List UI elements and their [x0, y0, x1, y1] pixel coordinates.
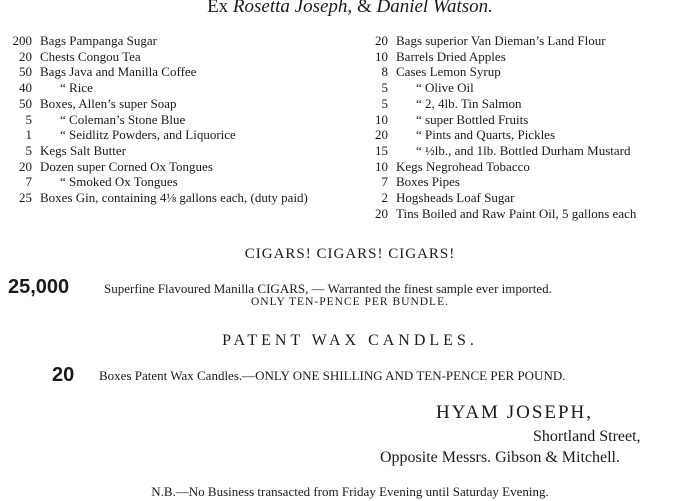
cigars-quantity: 25,000	[8, 276, 70, 298]
item-desc: “ super Bottled Fruits	[416, 111, 529, 127]
list-item	[0, 127, 345, 143]
item-qty: 20	[375, 205, 388, 221]
item-desc: Dozen super Corned Ox Tongues	[40, 158, 213, 174]
item-qty: 5	[25, 111, 32, 127]
header-prefix: Ex	[207, 0, 229, 17]
item-qty: 20	[19, 48, 32, 64]
cigars-heading: CIGARS! CIGARS! CIGARS!	[244, 246, 456, 262]
list-item	[363, 112, 700, 128]
item-qty: 20	[19, 158, 32, 174]
list-item	[0, 112, 345, 128]
item-qty: 8	[381, 64, 388, 80]
merchant-location: Opposite Messrs. Gibson & Mitchell.	[380, 449, 620, 466]
item-desc: Bags Java and Manilla Coffee	[40, 64, 197, 80]
item-desc: Tins Boiled and Raw Paint Oil, 5 gallons each	[396, 205, 637, 221]
list-item	[363, 143, 700, 159]
list-item	[0, 143, 345, 159]
advert-header	[0, 0, 700, 18]
item-qty: 5	[381, 95, 388, 111]
item-desc: “ Smoked Ox Tongues	[60, 174, 178, 190]
item-desc: “ Coleman’s Stone Blue	[60, 111, 186, 127]
item-qty: 20	[375, 33, 388, 48]
list-item	[363, 174, 700, 190]
merchant-street: Shortland Street,	[533, 428, 641, 445]
list-item	[363, 64, 700, 80]
item-desc: Hogsheads Loaf Sugar	[396, 190, 515, 206]
item-qty: 10	[375, 158, 388, 174]
item-desc: Chests Congou Tea	[40, 48, 141, 64]
item-qty: 200	[12, 33, 32, 48]
item-qty: 25	[19, 190, 32, 206]
cigars-price: ONLY TEN-PENCE PER BUNDLE.	[251, 296, 449, 308]
header-conj: &	[356, 0, 372, 17]
item-qty: 50	[19, 64, 32, 80]
list-item	[0, 96, 345, 112]
list-item	[0, 33, 345, 49]
list-item	[0, 80, 345, 96]
header-owner: Daniel Watson.	[376, 0, 493, 17]
item-desc: Cases Lemon Syrup	[396, 64, 501, 80]
item-desc: Boxes, Allen’s super Soap	[40, 95, 177, 111]
candles-heading: PATENT WAX CANDLES.	[222, 332, 478, 349]
list-item	[363, 190, 700, 206]
list-item	[363, 159, 700, 175]
list-item	[363, 33, 700, 49]
right-item-list	[363, 33, 700, 221]
item-qty: 5	[381, 80, 388, 96]
list-item	[0, 174, 345, 190]
merchant-name: HYAM JOSEPH,	[436, 402, 594, 423]
item-desc: Kegs Salt Butter	[40, 142, 126, 158]
item-qty: 50	[19, 95, 32, 111]
item-qty: 5	[25, 142, 32, 158]
item-qty: 10	[375, 48, 388, 64]
list-item	[0, 64, 345, 80]
left-item-list	[0, 33, 345, 206]
item-desc: “ Olive Oil	[416, 80, 474, 96]
item-desc: Boxes Pipes	[396, 174, 460, 190]
item-qty: 7	[25, 174, 32, 190]
item-desc: “ ½lb., and 1lb. Bottled Durham Mustard	[416, 142, 631, 158]
list-item	[363, 127, 700, 143]
item-desc: Bags Pampanga Sugar	[40, 33, 157, 48]
item-desc: “ 2, 4lb. Tin Salmon	[416, 95, 522, 111]
footer-note: N.B.—No Business transacted from Friday Evening until Saturday Evening.	[151, 484, 549, 499]
list-item	[363, 80, 700, 96]
item-desc: “ Rice	[60, 80, 93, 96]
item-desc: “ Seidlitz Powders, and Liquorice	[60, 127, 236, 143]
item-qty: 40	[19, 80, 32, 96]
item-desc: Kegs Negrohead Tobacco	[396, 158, 530, 174]
header-ship: Rosetta Joseph,	[232, 0, 353, 17]
item-qty: 20	[375, 127, 388, 143]
item-qty: 2	[381, 190, 388, 206]
item-qty: 10	[375, 111, 388, 127]
item-qty: 1	[25, 127, 32, 143]
candles-description: Boxes Patent Wax Candles.—ONLY ONE SHILLING AND TEN-PENCE PER POUND.	[99, 368, 566, 383]
item-qty: 15	[375, 142, 388, 158]
item-desc: Barrels Dried Apples	[396, 48, 506, 64]
cigars-description: Superfine Flavoured Manilla CIGARS, — Warranted the finest sample ever imported.	[104, 281, 552, 296]
item-desc: “ Pints and Quarts, Pickles	[416, 127, 556, 143]
list-item	[363, 206, 700, 222]
list-item	[0, 159, 345, 175]
item-desc: Boxes Gin, containing 4⅛ gallons each, (duty paid)	[40, 190, 308, 206]
list-item	[363, 49, 700, 65]
list-item	[0, 190, 345, 206]
list-item	[0, 49, 345, 65]
candles-quantity: 20	[52, 364, 75, 386]
item-qty: 7	[381, 174, 388, 190]
item-desc: Bags superior Van Dieman’s Land Flour	[396, 33, 606, 48]
list-item	[363, 96, 700, 112]
